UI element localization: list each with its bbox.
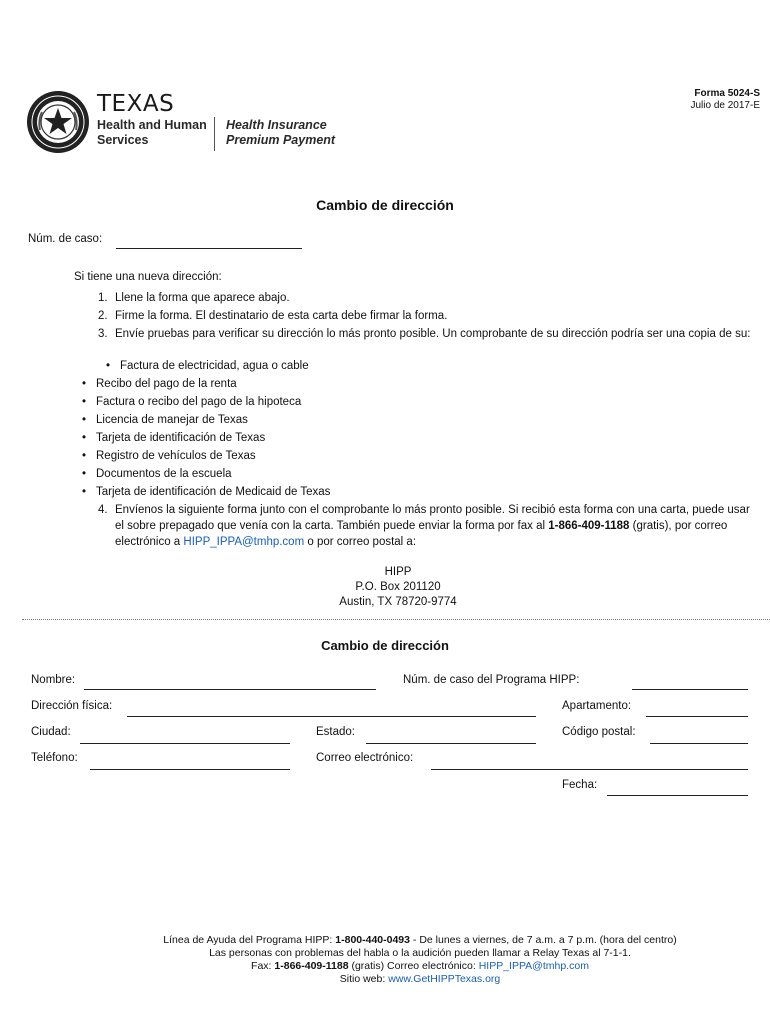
proof-bullet-list bbox=[82, 375, 330, 501]
apartment-field[interactable] bbox=[646, 716, 748, 717]
bullet-text: Factura de electricidad, agua o cable bbox=[120, 360, 309, 372]
program-name bbox=[226, 118, 335, 148]
proof-bullet: • Tarjeta de identificación de Medicaid de Texas bbox=[82, 483, 330, 501]
letter-title: Cambio de dirección bbox=[316, 197, 454, 213]
step-text: Envíe pruebas para verificar su dirección lo más pronto posible. Un comprobante de su dirección podría ser una copia de su: bbox=[115, 328, 751, 340]
proof-bullet: • Licencia de manejar de Texas bbox=[82, 411, 330, 429]
proof-bullet: • Tarjeta de identificación de Texas bbox=[82, 429, 330, 447]
proof-bullet: • Recibo del pago de la renta bbox=[82, 375, 330, 393]
form-identifier bbox=[691, 88, 761, 112]
email-field[interactable] bbox=[431, 769, 748, 770]
brand-agency-line1: Health and Human bbox=[97, 118, 207, 132]
footer-email-link[interactable]: HIPP_IPPA@tmhp.com bbox=[478, 960, 589, 972]
name-field[interactable] bbox=[84, 689, 376, 690]
step-item bbox=[98, 307, 758, 325]
step-text: Firme la forma. El destinatario de esta carta debe firmar la forma. bbox=[115, 310, 448, 322]
step-number: 4. bbox=[98, 504, 108, 516]
texas-hhs-seal-logo bbox=[26, 90, 90, 154]
zip-code-label: Código postal: bbox=[562, 726, 636, 738]
brand-divider bbox=[214, 117, 215, 151]
brand-name: TEXAS bbox=[97, 91, 175, 117]
footer-relay: Las personas con problemas del habla o la audición pueden llamar a Relay Texas al 7-1-1. bbox=[209, 947, 631, 959]
step-item bbox=[98, 289, 758, 307]
bullet-text: Registro de vehículos de Texas bbox=[96, 450, 256, 462]
step-number: 1. bbox=[98, 292, 108, 304]
letter-steps bbox=[98, 289, 758, 341]
fax-number: 1-866-409-1188 bbox=[548, 520, 630, 532]
website-link[interactable]: www.GetHIPPTexas.org bbox=[388, 973, 501, 985]
bullet-text: Licencia de manejar de Texas bbox=[96, 414, 248, 426]
address-line: P.O. Box 201120 bbox=[355, 581, 441, 593]
city-field[interactable] bbox=[80, 743, 290, 744]
street-address-label: Dirección física: bbox=[31, 700, 113, 712]
zip-code-field[interactable] bbox=[650, 743, 748, 744]
letter-case-field[interactable] bbox=[116, 248, 302, 249]
step-number: 3. bbox=[98, 328, 108, 340]
city-label: Ciudad: bbox=[31, 726, 71, 738]
apartment-label: Apartamento: bbox=[562, 700, 632, 712]
footer-helpline: Línea de Ayuda del Programa HIPP: 1-800-440-0493 - De lunes a viernes, de 7 a.m. a 7 p.m. (hora del centro) bbox=[163, 934, 677, 946]
mailing-address bbox=[0, 565, 770, 610]
footer-fax-email: Fax: 1-866-409-1188 (gratis) Correo electrónico: HIPP_IPPA@tmhp.com bbox=[251, 960, 589, 972]
form-title: Cambio de dirección bbox=[321, 638, 449, 653]
footer-fax-number: 1-866-409-1188 bbox=[274, 960, 349, 972]
state-label: Estado: bbox=[316, 726, 355, 738]
form-date: Julio de 2017-E bbox=[690, 100, 760, 111]
date-label: Fecha: bbox=[562, 779, 598, 791]
helpline-number: 1-800-440-0493 bbox=[335, 934, 410, 946]
proof-sub-bullet bbox=[106, 357, 309, 375]
proof-bullet: • Documentos de la escuela bbox=[82, 465, 330, 483]
bullet-text: Tarjeta de identificación de Medicaid de Texas bbox=[96, 486, 331, 498]
footer-website: Sitio web: www.GetHIPPTexas.org bbox=[339, 973, 501, 985]
step-item-4 bbox=[98, 502, 760, 550]
letter-case-label: Núm. de caso: bbox=[28, 233, 103, 245]
bullet-text: Factura o recibo del pago de la hipoteca bbox=[96, 396, 302, 408]
form-number: Forma 5024-S bbox=[694, 88, 760, 99]
bullet-text: Tarjeta de identificación de Texas bbox=[96, 432, 266, 444]
address-line: Austin, TX 78720-9774 bbox=[339, 596, 457, 608]
phone-label: Teléfono: bbox=[31, 752, 78, 764]
letter-intro: Si tiene una nueva dirección: bbox=[74, 271, 222, 283]
bullet-text: Recibo del pago de la renta bbox=[96, 378, 237, 390]
email-link[interactable]: HIPP_IPPA@tmhp.com bbox=[183, 536, 305, 548]
state-field[interactable] bbox=[366, 743, 536, 744]
cut-line bbox=[22, 619, 770, 620]
date-field[interactable] bbox=[607, 795, 748, 796]
step-text: Llene la forma que aparece abajo. bbox=[115, 292, 290, 304]
program-name-line1: Health Insurance bbox=[226, 118, 327, 132]
name-label: Nombre: bbox=[31, 674, 76, 686]
program-name-line2: Premium Payment bbox=[226, 133, 336, 147]
step-number: 2. bbox=[98, 310, 108, 322]
email-label: Correo electrónico: bbox=[316, 752, 414, 764]
case-number-label: Núm. de caso del Programa HIPP: bbox=[403, 674, 580, 686]
case-number-field[interactable] bbox=[632, 689, 748, 690]
step-text: Envíenos la siguiente forma junto con el comprobante lo más pronto posible. Si recibió esta forma con una carta, puede usar el sobre prepagado que venía con la carta. También puede enviar la forma por fax al 1-866-409-1188 (gratis), por correo electrónico a HIPP_IPPA@tmhp.com o por correo postal a: bbox=[115, 504, 750, 548]
address-line: HIPP bbox=[384, 566, 412, 578]
bullet-dot: • bbox=[106, 360, 111, 372]
brand-agency-line2: Services bbox=[97, 133, 149, 147]
proof-bullet: • Registro de vehículos de Texas bbox=[82, 447, 330, 465]
phone-field[interactable] bbox=[90, 769, 290, 770]
proof-bullet: • Factura o recibo del pago de la hipoteca bbox=[82, 393, 330, 411]
footer-contact-info bbox=[140, 934, 700, 986]
brand-agency bbox=[97, 118, 207, 148]
bullet-text: Documentos de la escuela bbox=[96, 468, 232, 480]
step-item bbox=[98, 327, 758, 341]
street-address-field[interactable] bbox=[127, 716, 536, 717]
